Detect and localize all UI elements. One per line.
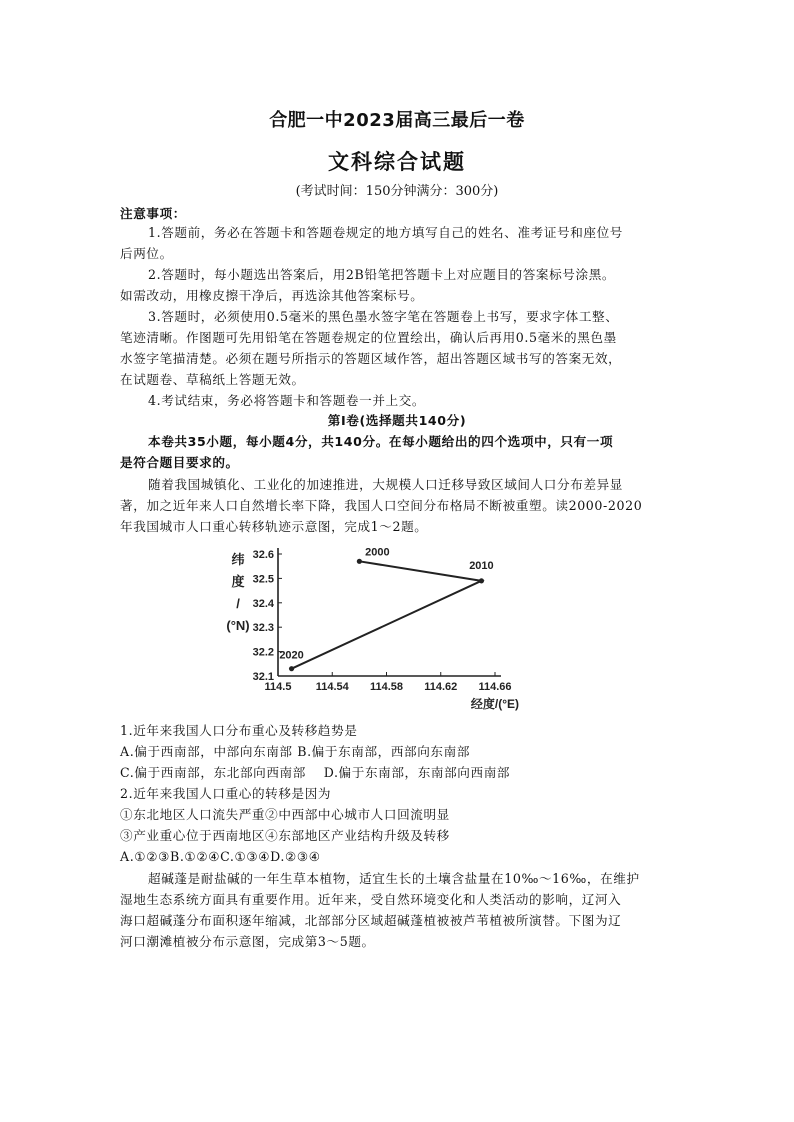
exam-info: (考试时间：150分钟满分：300分) <box>295 184 499 199</box>
notice-line: 4.考试结束，务必将答题卡和答题卷一并上交。 <box>148 393 426 408</box>
question-stem: 1.近年来我国人口分布重心及转移趋势是 <box>120 723 358 738</box>
passage-line: 河口潮滩植被分布示意图，完成第3～5题。 <box>120 934 375 949</box>
notice-line: 3.答题时，必须使用0.5毫米的黑色墨水签字笔在答题卷上书写，要求字体工整、 <box>148 309 619 324</box>
series-line <box>292 561 482 668</box>
passage-line: 超碱蓬是耐盐碱的一年生草本植物，适宜生长的土壤含盐量在10‰～16‰，在维护 <box>148 871 640 886</box>
passage-line: 随着我国城镇化、工业化的加速推进，大规模人口迁移导致区域间人口分布差异显 <box>148 477 623 492</box>
subject-title: 文科综合试题 <box>328 150 466 174</box>
passage-line: 湿地生态系统方面具有重要作用。近年来，受自然环境变化和人类活动的影响，辽河入 <box>120 892 622 907</box>
question-option: A.偏于西南部，中部向东南部 B.偏于东南部，西部向东南部 <box>120 744 471 759</box>
data-point <box>479 578 484 583</box>
y-tick-label: 32.1 <box>252 671 274 683</box>
x-axis-label: 经度/(°E) <box>470 697 519 711</box>
point-label: 2020 <box>279 649 304 662</box>
y-tick-label: 32.4 <box>252 597 274 610</box>
notice-line: 在试题卷、草稿纸上答题无效。 <box>120 372 305 387</box>
exam-title: 合肥一中2023届高三最后一卷 <box>269 110 525 131</box>
question-stem: 2.近年来我国人口重心的转移是因为 <box>120 786 332 801</box>
x-tick-label: 114.54 <box>315 681 349 693</box>
x-tick-label: 114.58 <box>369 681 404 693</box>
notice-line: 后两位。 <box>120 246 173 261</box>
point-label: 2000 <box>365 546 390 559</box>
y-tick-label: 32.6 <box>252 549 274 561</box>
y-tick-label: 32.3 <box>252 622 274 635</box>
notice-line: 如需改动，用橡皮擦干净后，再选涂其他答案标号。 <box>120 288 424 303</box>
x-tick-label: 114.62 <box>424 681 458 693</box>
passage-line: 年我国城市人口重心转移轨迹示意图，完成1～2题。 <box>120 519 428 534</box>
question-statement: ①东北地区人口流失严重②中西部中心城市人口回流明显 <box>120 807 450 822</box>
y-tick-label: 32.2 <box>252 646 274 659</box>
notice-line: 笔迹清晰。作图题可先用铅笔在答题卷规定的位置绘出，确认后再用0.5毫米的黑色墨 <box>120 330 617 345</box>
notice-line: 2.答题时，每小题选出答案后，用2B铅笔把答题卡上对应题目的答案标号涂黑。 <box>148 267 616 282</box>
question-statement: ③产业重心位于西南地区④东部地区产业结构升级及转移 <box>120 828 450 843</box>
question-option: C.偏于西南部，东北部向西南部 D.偏于东南部，东南部向西南部 <box>120 765 511 780</box>
y-axis-label: 纬 <box>231 552 245 567</box>
data-point <box>357 559 362 564</box>
data-point <box>289 666 294 671</box>
section-instruction: 本卷共35小题，每小题4分，共140分。在每小题给出的四个选项中，只有一项 <box>148 434 614 449</box>
notice-line: 1.答题前，务必在答题卡和答题卷规定的地方填写自己的姓名、准考证号和座位号 <box>148 225 623 240</box>
notice-line: 水签字笔描清楚。必须在题号所指示的答题区域作答，超出答题区域书写的答案无效， <box>120 351 622 366</box>
section-heading: 第Ⅰ卷(选择题共140分) <box>327 413 467 428</box>
notice-heading: 注意事项： <box>120 206 186 221</box>
section-instruction: 是符合题目要求的。 <box>120 455 239 470</box>
y-axis-label: 度 <box>231 574 245 589</box>
passage-line: 海口超碱蓬分布面积逐年缩减，北部部分区域超碱蓬植被被芦苇植被所演替。下图为辽 <box>120 913 622 928</box>
y-axis-label: (°N) <box>226 618 250 633</box>
question-option: A.①②③B.①②④C.①③④D.②③④ <box>120 849 321 864</box>
x-tick-label: 114.66 <box>478 681 512 693</box>
y-axis-label: / <box>236 596 240 611</box>
point-label: 2010 <box>469 559 494 572</box>
y-tick-label: 32.5 <box>252 573 274 586</box>
passage-line: 著，加之近年来人口自然增长率下降，我国人口空间分布格局不断被重塑。读2000-2020 <box>120 498 643 513</box>
population-center-chart <box>220 540 560 720</box>
x-tick-label: 114.5 <box>264 681 292 693</box>
